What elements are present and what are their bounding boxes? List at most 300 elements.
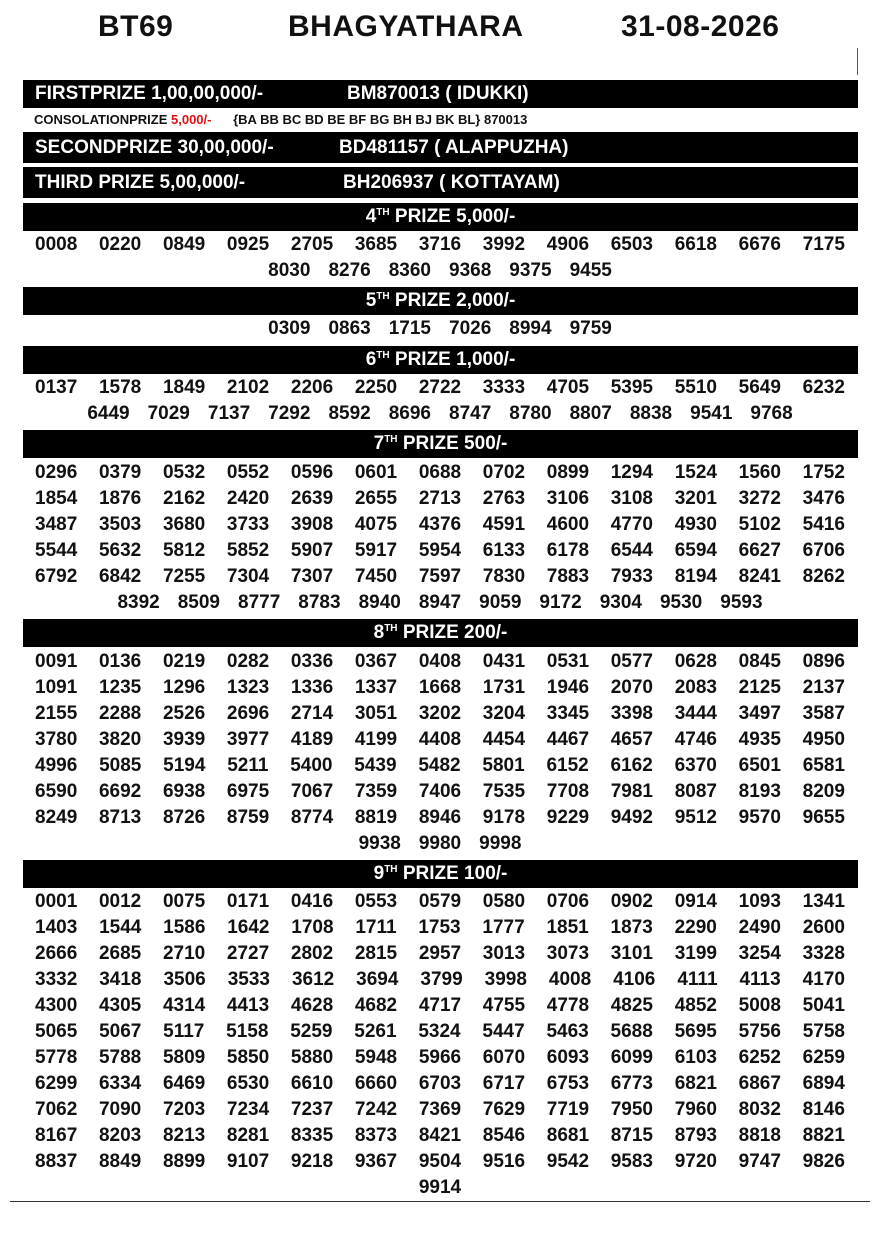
ticket-number: 0914 bbox=[674, 891, 717, 912]
ticket-number: 8392 bbox=[117, 592, 160, 613]
ticket-number: 4628 bbox=[290, 995, 334, 1016]
ticket-number: 9980 bbox=[418, 833, 462, 854]
ticket-number: 0706 bbox=[546, 891, 590, 912]
ticket-number: 0220 bbox=[98, 234, 142, 255]
ticket-number: 7369 bbox=[418, 1099, 462, 1120]
ticket-number: 2696 bbox=[226, 703, 270, 724]
ticket-number: 8946 bbox=[418, 807, 462, 828]
ticket-number: 7359 bbox=[354, 781, 398, 802]
ticket-number: 8592 bbox=[328, 403, 371, 424]
ticket-number: 3780 bbox=[35, 729, 78, 750]
ticket-number: 4199 bbox=[354, 729, 398, 750]
ticket-number: 3799 bbox=[420, 969, 463, 990]
prize-number: 8 bbox=[373, 622, 385, 643]
ticket-number: 3685 bbox=[354, 234, 398, 255]
ticket-number: 1296 bbox=[162, 677, 206, 698]
ticket-number: 9368 bbox=[449, 260, 492, 281]
ticket-number: 6103 bbox=[674, 1047, 717, 1068]
ticket-number: 6773 bbox=[610, 1073, 653, 1094]
ticket-number: 2957 bbox=[418, 943, 462, 964]
ticket-number: 9375 bbox=[509, 260, 552, 281]
ticket-number: 4950 bbox=[802, 729, 845, 750]
ticket-number: 6503 bbox=[610, 234, 653, 255]
ticket-number: 5324 bbox=[418, 1021, 461, 1042]
ticket-number: 8783 bbox=[298, 592, 341, 613]
number-row bbox=[35, 677, 845, 703]
ticket-number: 5447 bbox=[482, 1021, 525, 1042]
ticket-number: 6821 bbox=[674, 1073, 717, 1094]
ticket-number: 2727 bbox=[226, 943, 270, 964]
ticket-number: 6070 bbox=[482, 1047, 526, 1068]
ticket-number: 9504 bbox=[418, 1151, 462, 1172]
ticket-number: 3476 bbox=[802, 488, 845, 509]
ticket-number: 8947 bbox=[418, 592, 462, 613]
ticket-number: 3108 bbox=[610, 488, 653, 509]
ticket-number: 8793 bbox=[674, 1125, 717, 1146]
ticket-number: 3254 bbox=[738, 943, 781, 964]
ticket-number: 0431 bbox=[482, 651, 526, 672]
ticket-number: 7292 bbox=[268, 403, 311, 424]
ticket-number: 5261 bbox=[354, 1021, 397, 1042]
ticket-number: 3333 bbox=[482, 377, 526, 398]
seventh-prize-heading bbox=[23, 430, 858, 458]
ticket-number: 4770 bbox=[610, 514, 653, 535]
number-row bbox=[35, 833, 845, 859]
ticket-number: 7067 bbox=[290, 781, 334, 802]
ticket-number: 8276 bbox=[328, 260, 371, 281]
eighth-prize-numbers bbox=[35, 651, 845, 859]
ticket-number: 3733 bbox=[226, 514, 270, 535]
ticket-number: 8360 bbox=[388, 260, 431, 281]
ticket-number: 4778 bbox=[546, 995, 590, 1016]
ticket-number: 9570 bbox=[738, 807, 781, 828]
ticket-number: 5400 bbox=[290, 755, 333, 776]
ticket-number: 8032 bbox=[738, 1099, 781, 1120]
ticket-number: 5395 bbox=[610, 377, 653, 398]
ticket-number: 5966 bbox=[418, 1047, 462, 1068]
consolation-label: CONSOLATIONPRIZE bbox=[34, 112, 168, 127]
number-row bbox=[35, 1177, 845, 1203]
ticket-number: 9759 bbox=[569, 318, 612, 339]
ticket-number: 4996 bbox=[35, 755, 78, 776]
number-row bbox=[35, 462, 845, 488]
ticket-number: 4170 bbox=[802, 969, 845, 990]
ticket-number: 3101 bbox=[610, 943, 653, 964]
prize-number: 5 bbox=[365, 290, 377, 311]
number-row bbox=[35, 540, 845, 566]
ticket-number: 8849 bbox=[98, 1151, 142, 1172]
number-row bbox=[35, 703, 845, 729]
ticket-number: 7090 bbox=[98, 1099, 142, 1120]
ticket-number: 7629 bbox=[482, 1099, 526, 1120]
ticket-number: 9593 bbox=[720, 592, 763, 613]
prize-number: 6 bbox=[365, 349, 377, 370]
ticket-number: 3587 bbox=[802, 703, 845, 724]
ticket-number: 6299 bbox=[35, 1073, 78, 1094]
ticket-number: 1091 bbox=[35, 677, 78, 698]
ticket-number: 2705 bbox=[290, 234, 334, 255]
number-row bbox=[35, 755, 845, 781]
ticket-number: 4755 bbox=[482, 995, 526, 1016]
ticket-number: 3992 bbox=[482, 234, 526, 255]
number-row bbox=[35, 234, 845, 260]
number-row bbox=[35, 260, 845, 286]
prize-amount: PRIZE 100/- bbox=[397, 863, 508, 884]
ticket-number: 9768 bbox=[750, 403, 793, 424]
prize-suffix: TH bbox=[376, 207, 390, 218]
ticket-number: 6938 bbox=[162, 781, 206, 802]
ticket-number: 2420 bbox=[226, 488, 270, 509]
ticket-number: 5117 bbox=[163, 1021, 205, 1042]
ticket-number: 7830 bbox=[482, 566, 526, 587]
ticket-number: 9938 bbox=[358, 833, 401, 854]
ticket-number: 5756 bbox=[738, 1021, 781, 1042]
ticket-number: 5852 bbox=[226, 540, 270, 561]
ticket-number: 7960 bbox=[674, 1099, 717, 1120]
ticket-number: 0416 bbox=[290, 891, 334, 912]
ticket-number: 6581 bbox=[802, 755, 845, 776]
ticket-number: 2526 bbox=[162, 703, 206, 724]
ticket-number: 5632 bbox=[98, 540, 142, 561]
ticket-number: 2290 bbox=[674, 917, 717, 938]
ticket-number: 5695 bbox=[674, 1021, 717, 1042]
ticket-number: 1524 bbox=[674, 462, 717, 483]
ticket-number: 7029 bbox=[147, 403, 190, 424]
ticket-number: 7062 bbox=[35, 1099, 78, 1120]
ticket-number: 8241 bbox=[738, 566, 781, 587]
ticket-number: 7450 bbox=[354, 566, 398, 587]
ticket-number: 0309 bbox=[268, 318, 311, 339]
ticket-number: 5688 bbox=[610, 1021, 653, 1042]
sixth-prize-numbers bbox=[35, 377, 845, 429]
divider bbox=[857, 48, 858, 75]
number-row bbox=[35, 1151, 845, 1177]
ticket-number: 1235 bbox=[98, 677, 142, 698]
ticket-number: 5211 bbox=[227, 755, 269, 776]
ticket-number: 6706 bbox=[802, 540, 845, 561]
ticket-number: 5917 bbox=[354, 540, 398, 561]
ticket-number: 9178 bbox=[482, 807, 526, 828]
ticket-number: 1337 bbox=[354, 677, 398, 698]
ticket-number: 0925 bbox=[226, 234, 270, 255]
ticket-number: 3202 bbox=[418, 703, 462, 724]
ninth-prize-numbers bbox=[35, 891, 845, 1203]
ticket-number: 5158 bbox=[226, 1021, 269, 1042]
ticket-number: 6093 bbox=[546, 1047, 590, 1068]
ticket-number: 6252 bbox=[738, 1047, 781, 1068]
ticket-number: 0845 bbox=[738, 651, 781, 672]
ticket-number: 8421 bbox=[418, 1125, 462, 1146]
ticket-number: 4600 bbox=[546, 514, 590, 535]
ticket-number: 5544 bbox=[35, 540, 78, 561]
ticket-number: 3418 bbox=[99, 969, 142, 990]
ticket-number: 6530 bbox=[226, 1073, 270, 1094]
fifth-prize-heading bbox=[23, 287, 858, 315]
ticket-number: 8087 bbox=[674, 781, 717, 802]
ticket-number: 9720 bbox=[674, 1151, 717, 1172]
ticket-number: 6618 bbox=[674, 234, 717, 255]
ticket-number: 9655 bbox=[802, 807, 845, 828]
ticket-number: 2125 bbox=[738, 677, 781, 698]
ticket-number: 4930 bbox=[674, 514, 717, 535]
third-prize-bar bbox=[23, 167, 858, 198]
ticket-number: 3908 bbox=[290, 514, 334, 535]
ticket-number: 1578 bbox=[98, 377, 142, 398]
ticket-number: 6627 bbox=[738, 540, 781, 561]
number-row bbox=[35, 566, 845, 592]
ticket-number: 2137 bbox=[802, 677, 845, 698]
ticket-number: 2162 bbox=[162, 488, 206, 509]
ticket-number: 8747 bbox=[449, 403, 492, 424]
ticket-number: 1341 bbox=[802, 891, 845, 912]
prize-suffix: TH bbox=[376, 350, 390, 361]
fifth-prize-numbers bbox=[35, 318, 845, 344]
ticket-number: 8509 bbox=[177, 592, 221, 613]
ticket-number: 2710 bbox=[162, 943, 206, 964]
ticket-number: 7981 bbox=[610, 781, 653, 802]
ticket-number: 5809 bbox=[162, 1047, 206, 1068]
ticket-number: 8213 bbox=[162, 1125, 206, 1146]
ticket-number: 7307 bbox=[290, 566, 334, 587]
ticket-number: 6370 bbox=[674, 755, 717, 776]
ticket-number: 4454 bbox=[482, 729, 526, 750]
ticket-number: 6717 bbox=[482, 1073, 526, 1094]
ticket-number: 9367 bbox=[354, 1151, 398, 1172]
ticket-number: 9107 bbox=[226, 1151, 270, 1172]
ticket-number: 5880 bbox=[290, 1047, 334, 1068]
ticket-number: 2639 bbox=[290, 488, 334, 509]
ticket-number: 2206 bbox=[290, 377, 334, 398]
ticket-number: 8194 bbox=[674, 566, 717, 587]
prize-number: 4 bbox=[365, 206, 377, 227]
ticket-number: 3013 bbox=[482, 943, 526, 964]
fourth-prize-numbers bbox=[35, 234, 845, 286]
prize-suffix: TH bbox=[384, 864, 398, 875]
ticket-number: 0579 bbox=[418, 891, 462, 912]
ticket-number: 8899 bbox=[162, 1151, 206, 1172]
ticket-number: 5463 bbox=[546, 1021, 589, 1042]
first-prize-bar bbox=[23, 80, 858, 108]
ticket-number: 2250 bbox=[354, 377, 398, 398]
ticket-number: 1851 bbox=[546, 917, 589, 938]
ticket-number: 0688 bbox=[418, 462, 462, 483]
ticket-number: 5102 bbox=[738, 514, 781, 535]
prize-amount: PRIZE 5,000/- bbox=[389, 206, 516, 227]
ticket-number: 8821 bbox=[802, 1125, 845, 1146]
ticket-number: 9304 bbox=[599, 592, 642, 613]
ticket-number: 5801 bbox=[482, 755, 525, 776]
ticket-number: 5948 bbox=[354, 1047, 398, 1068]
ticket-number: 1752 bbox=[802, 462, 845, 483]
consolation-amount: 5,000/- bbox=[171, 112, 212, 127]
ticket-number: 0531 bbox=[546, 651, 590, 672]
ticket-number: 2802 bbox=[290, 943, 334, 964]
ticket-number: 5778 bbox=[35, 1047, 78, 1068]
ticket-number: 9218 bbox=[290, 1151, 334, 1172]
number-row bbox=[35, 1125, 845, 1151]
ticket-number: 1093 bbox=[738, 891, 781, 912]
ticket-number: 0282 bbox=[226, 651, 270, 672]
ticket-number: 7708 bbox=[546, 781, 590, 802]
number-row bbox=[35, 1099, 845, 1125]
ticket-number: 5649 bbox=[738, 377, 781, 398]
ticket-number: 5065 bbox=[35, 1021, 78, 1042]
number-row bbox=[35, 377, 845, 403]
ticket-number: 0296 bbox=[35, 462, 78, 483]
ticket-number: 8281 bbox=[226, 1125, 270, 1146]
ticket-number: 0899 bbox=[546, 462, 590, 483]
ticket-number: 0219 bbox=[162, 651, 206, 672]
ticket-number: 0552 bbox=[226, 462, 270, 483]
ticket-number: 4314 bbox=[162, 995, 206, 1016]
ticket-number: 8203 bbox=[98, 1125, 142, 1146]
ticket-number: 8940 bbox=[358, 592, 401, 613]
ticket-number: 1731 bbox=[482, 677, 526, 698]
ticket-number: 9059 bbox=[479, 592, 522, 613]
ticket-number: 8759 bbox=[226, 807, 270, 828]
third-prize-label: THIRD PRIZE 5,00,000/- bbox=[35, 172, 246, 193]
ticket-number: 0367 bbox=[354, 651, 398, 672]
ticket-number: 5194 bbox=[163, 755, 206, 776]
number-row bbox=[35, 318, 845, 344]
ticket-number: 2713 bbox=[418, 488, 462, 509]
ticket-number: 4705 bbox=[546, 377, 590, 398]
ticket-number: 0336 bbox=[290, 651, 334, 672]
ticket-number: 6753 bbox=[546, 1073, 590, 1094]
ticket-number: 4717 bbox=[418, 995, 462, 1016]
number-row bbox=[35, 807, 845, 833]
seventh-prize-numbers bbox=[35, 462, 845, 618]
ticket-number: 6867 bbox=[738, 1073, 781, 1094]
ticket-number: 7883 bbox=[546, 566, 590, 587]
ticket-number: 7597 bbox=[418, 566, 462, 587]
ticket-number: 3977 bbox=[226, 729, 270, 750]
ticket-number: 6792 bbox=[35, 566, 78, 587]
ticket-number: 1323 bbox=[226, 677, 270, 698]
ticket-number: 5085 bbox=[99, 755, 142, 776]
ticket-number: 6232 bbox=[802, 377, 845, 398]
ticket-number: 8146 bbox=[802, 1099, 845, 1120]
prize-amount: PRIZE 500/- bbox=[397, 433, 508, 454]
prize-amount: PRIZE 2,000/- bbox=[389, 290, 516, 311]
ticket-number: 0601 bbox=[354, 462, 398, 483]
ticket-number: 4075 bbox=[354, 514, 398, 535]
first-prize-label: FIRSTPRIZE 1,00,00,000/- bbox=[35, 83, 264, 104]
ticket-number: 7933 bbox=[610, 566, 653, 587]
ticket-number: 8193 bbox=[738, 781, 781, 802]
ticket-number: 4300 bbox=[35, 995, 78, 1016]
ticket-number: 3694 bbox=[356, 969, 399, 990]
ticket-number: 8715 bbox=[610, 1125, 653, 1146]
second-prize-label: SECONDPRIZE 30,00,000/- bbox=[35, 137, 274, 158]
ticket-number: 6842 bbox=[98, 566, 142, 587]
ticket-number: 3716 bbox=[418, 234, 462, 255]
ticket-number: 4305 bbox=[98, 995, 142, 1016]
ticket-number: 9530 bbox=[659, 592, 703, 613]
number-row bbox=[35, 729, 845, 755]
second-prize-ticket: BD481157 ( ALAPPUZHA) bbox=[339, 137, 569, 158]
ticket-number: 6152 bbox=[546, 755, 589, 776]
ticket-number: 6594 bbox=[674, 540, 717, 561]
ticket-number: 4376 bbox=[418, 514, 462, 535]
ticket-number: 1560 bbox=[738, 462, 781, 483]
ticket-number: 4657 bbox=[610, 729, 653, 750]
ticket-number: 7026 bbox=[449, 318, 492, 339]
ticket-number: 0577 bbox=[610, 651, 653, 672]
ticket-number: 8774 bbox=[290, 807, 334, 828]
ticket-number: 0091 bbox=[35, 651, 78, 672]
number-row bbox=[35, 651, 845, 677]
ticket-number: 2655 bbox=[354, 488, 398, 509]
ticket-number: 1544 bbox=[99, 917, 142, 938]
ticket-number: 6162 bbox=[610, 755, 653, 776]
ticket-number: 5954 bbox=[418, 540, 462, 561]
ticket-number: 7255 bbox=[162, 566, 206, 587]
number-row bbox=[35, 1073, 845, 1099]
ticket-number: 1753 bbox=[418, 917, 461, 938]
ticket-number: 6610 bbox=[290, 1073, 334, 1094]
number-row bbox=[35, 995, 845, 1021]
ticket-number: 0628 bbox=[674, 651, 717, 672]
ticket-number: 9516 bbox=[482, 1151, 526, 1172]
ticket-number: 8780 bbox=[509, 403, 552, 424]
ticket-number: 8209 bbox=[802, 781, 845, 802]
ticket-number: 8696 bbox=[388, 403, 431, 424]
ticket-number: 5067 bbox=[99, 1021, 142, 1042]
ticket-number: 6692 bbox=[98, 781, 142, 802]
ticket-number: 5758 bbox=[802, 1021, 845, 1042]
ticket-number: 6894 bbox=[802, 1073, 845, 1094]
ticket-number: 7406 bbox=[418, 781, 462, 802]
number-row bbox=[35, 514, 845, 540]
eighth-prize-heading bbox=[23, 619, 858, 647]
ticket-number: 8335 bbox=[290, 1125, 334, 1146]
ticket-number: 8030 bbox=[268, 260, 311, 281]
ticket-number: 4746 bbox=[674, 729, 717, 750]
ticket-number: 4408 bbox=[418, 729, 462, 750]
ticket-number: 3398 bbox=[610, 703, 653, 724]
number-row bbox=[35, 592, 845, 618]
ticket-number: 4467 bbox=[546, 729, 590, 750]
ticket-number: 9583 bbox=[610, 1151, 653, 1172]
ticket-number: 5041 bbox=[802, 995, 845, 1016]
ticket-number: 1946 bbox=[546, 677, 590, 698]
ticket-number: 2102 bbox=[226, 377, 270, 398]
ticket-number: 4413 bbox=[226, 995, 270, 1016]
ticket-number: 6660 bbox=[354, 1073, 398, 1094]
ticket-number: 3506 bbox=[163, 969, 206, 990]
ticket-number: 4906 bbox=[546, 234, 590, 255]
ticket-number: 7304 bbox=[226, 566, 270, 587]
draw-date: 31-08-2026 bbox=[621, 10, 780, 43]
bottom-rule bbox=[10, 1201, 870, 1202]
consolation-line bbox=[34, 112, 527, 127]
ticket-number: 1668 bbox=[418, 677, 462, 698]
ticket-number: 0532 bbox=[162, 462, 206, 483]
ticket-number: 8818 bbox=[738, 1125, 781, 1146]
ticket-number: 5259 bbox=[290, 1021, 333, 1042]
ticket-number: 9492 bbox=[610, 807, 653, 828]
ticket-number: 0075 bbox=[162, 891, 206, 912]
ticket-number: 2685 bbox=[98, 943, 142, 964]
ticket-number: 2070 bbox=[610, 677, 653, 698]
ticket-number: 2490 bbox=[738, 917, 781, 938]
ticket-number: 6703 bbox=[418, 1073, 462, 1094]
ticket-number: 3503 bbox=[98, 514, 142, 535]
ticket-number: 4008 bbox=[548, 969, 592, 990]
ticket-number: 2763 bbox=[482, 488, 526, 509]
prize-number: 9 bbox=[373, 863, 385, 884]
